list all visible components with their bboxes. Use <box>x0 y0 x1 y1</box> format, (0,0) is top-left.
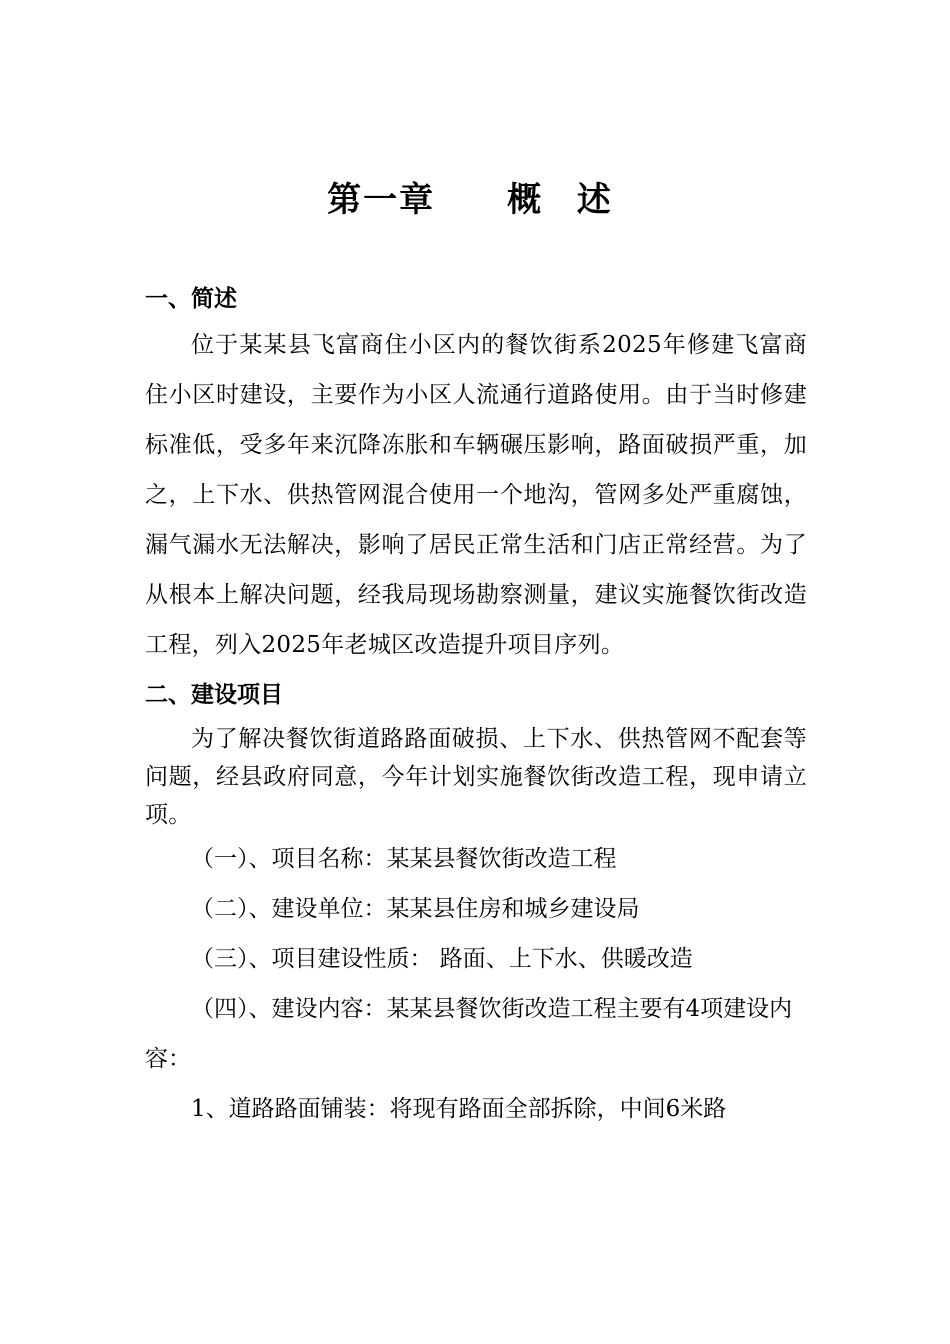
overview-paragraph: 位于某某县飞富商住小区内的餐饮街系2025年修建飞富商住小区时建设，主要作为小区人流通行道路使用。由于当时修建标准低，受多年来沉降冻胀和车辆碾压影响，路面破损严重，加之，上下水、供热管网混合使用一个地沟，管网多处严重腐蚀，漏气漏水无法解决，影响了居民正常生活和门店正常经营。为了从根本上解决问题，经我局现场勘察测量，建议实施餐饮街改造工程，列入2025年老城区改造提升项目序列。 <box>145 332 807 658</box>
construction-content-item: （四）、建设内容：某某县餐饮街改造工程主要有4项建设内容： <box>145 996 793 1072</box>
project-nature-item: （三）、项目建设性质： 路面、上下水、供暖改造 <box>191 946 693 972</box>
section-heading-project: 二、建设项目 <box>145 682 283 708</box>
chapter-name: 概 述 <box>507 180 623 220</box>
project-paragraph: 为了解决餐饮街道路路面破损、上下水、供热管网不配套等问题，经县政府同意，今年计划实施餐饮街改造工程，现申请立项。 <box>145 726 807 828</box>
construction-unit-item: （二）、建设单位：某某县住房和城乡建设局 <box>191 896 640 922</box>
section-heading-overview: 一、简述 <box>145 286 237 312</box>
project-name-item: （一）、项目名称：某某县餐饮街改造工程 <box>191 846 617 872</box>
chapter-title <box>0 178 950 222</box>
document-body <box>145 278 807 1134</box>
chapter-number: 第一章 <box>327 180 436 220</box>
road-paving-item: 1、道路路面铺装：将现有路面全部拆除，中间6米路 <box>191 1096 727 1122</box>
